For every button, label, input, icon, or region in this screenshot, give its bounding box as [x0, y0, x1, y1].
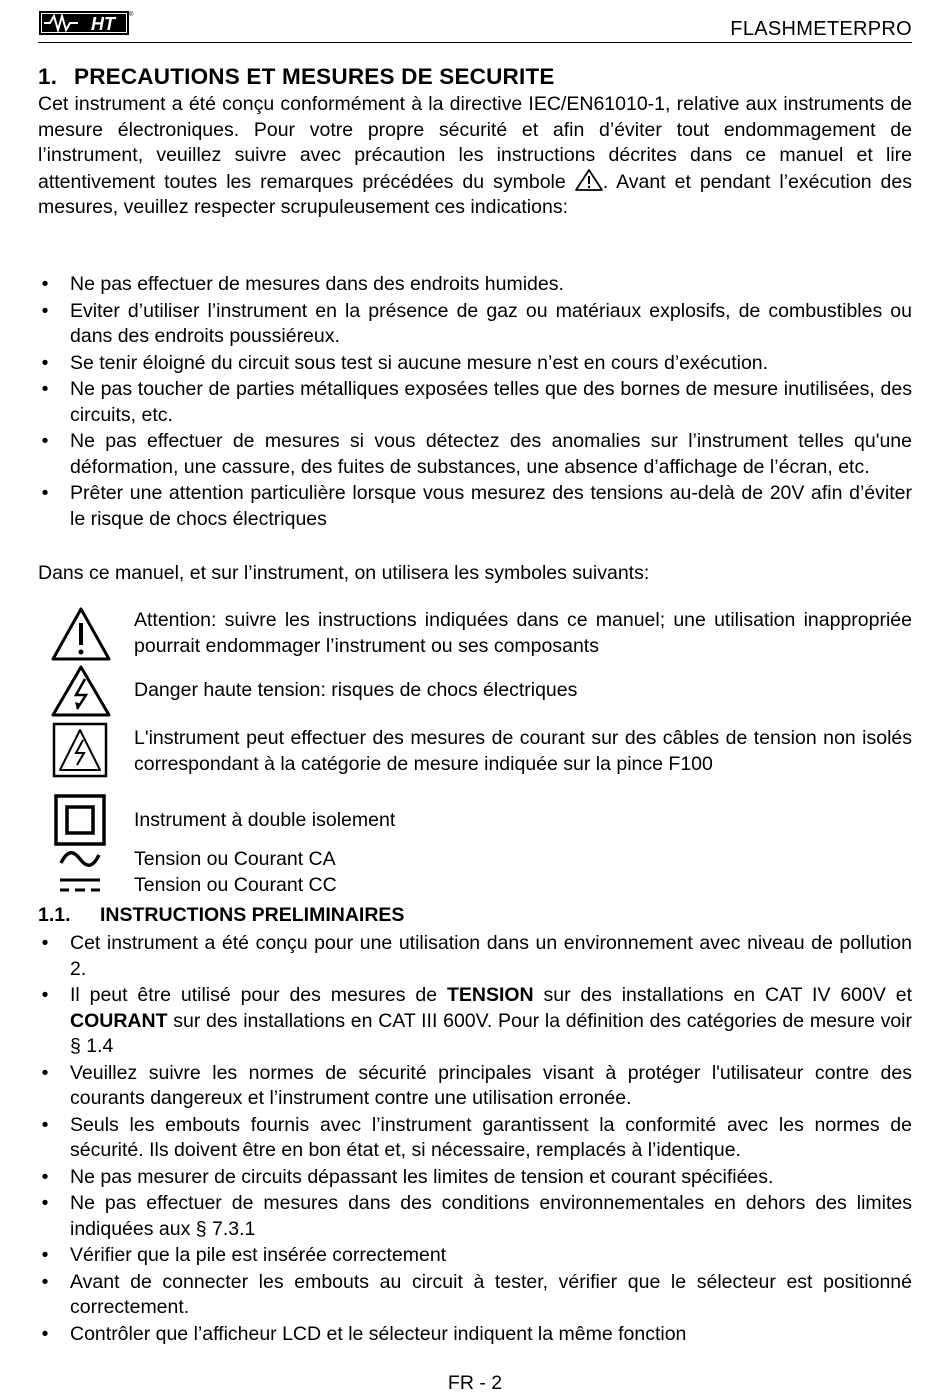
list-item	[38, 983, 912, 1060]
page-number: FR - 2	[447, 1372, 503, 1394]
list-item-text: Ne pas effectuer de mesures dans des endroits humides.	[70, 273, 564, 295]
warning-triangle-icon	[575, 169, 603, 191]
bullet-icon: •	[41, 1165, 49, 1188]
section-heading	[38, 64, 555, 90]
symbol-description: Danger haute tension: risques de chocs électriques	[134, 679, 578, 701]
list-item-text: Contrôler que l’afficheur LCD et le sélecteur indiquent la même fonction	[70, 1322, 687, 1345]
bold-term: TENSION	[446, 984, 534, 1006]
list-item	[38, 481, 912, 532]
symbol-row	[38, 664, 912, 718]
symbol-description: Attention: suivre les instructions indiquées dans ce manuel; une utilisation inappropriée pourrait endommager l’instrument ou ses composants	[134, 609, 912, 657]
bullet-icon: •	[41, 984, 49, 1006]
bullet-icon: •	[41, 351, 49, 374]
symbols-intro: Dans ce manuel, et sur l’instrument, on utilisera les symboles suivants:	[38, 562, 650, 584]
list-item-text: Prêter une attention particulière lorsque vous mesurez des tensions au-delà de 20V afin d’éviter le risque de chocs électriques	[70, 482, 912, 530]
dc-icon	[58, 874, 102, 902]
bullet-icon: •	[41, 378, 49, 400]
list-item	[38, 1165, 912, 1191]
symbol-row	[38, 606, 912, 662]
symbol-description: Tension ou Courant CA	[134, 848, 336, 870]
list-item	[38, 1061, 912, 1112]
section-number: 1.	[38, 64, 58, 89]
list-item	[38, 1243, 912, 1269]
list-item-text: Veuillez suivre les normes de sécurité principales visant à protéger l'utilisateur contre des courants dangereux et l’instrument contre une utilisation erronée.	[70, 1061, 912, 1109]
warning-triangle-icon	[50, 606, 112, 668]
subsection-heading	[38, 904, 404, 927]
subsection-title: INSTRUCTIONS PRELIMINAIRES	[100, 904, 405, 926]
symbol-row	[38, 872, 912, 898]
list-item	[38, 377, 912, 428]
symbol-row	[38, 846, 912, 872]
intro-text-a: Cet instrument a été conçu conformément à la directive IEC/EN61010-1, relative aux instruments de mesure électroniques. Pour votre propre sécurité et afin d’éviter tout endommagement de l’instrument, veuillez suivre avec précaution les instructions décrites dans ce manuel et lire attentivement toutes les remarques précédées du symbole	[38, 93, 912, 193]
svg-text:HT: HT	[91, 14, 115, 34]
symbol-description: Instrument à double isolement	[134, 809, 396, 831]
bold-term: COURANT	[70, 1009, 168, 1032]
list-item	[38, 1270, 912, 1321]
intro-paragraph	[38, 92, 912, 221]
bullet-icon: •	[41, 273, 49, 295]
bullet-icon: •	[41, 1270, 49, 1293]
list-item	[38, 1113, 912, 1164]
bullet-icon: •	[41, 1061, 49, 1084]
live-conductor-icon	[52, 722, 108, 784]
list-item-text: Cet instrument a été conçu pour une utilisation dans un environnement avec niveau de pollution 2.	[70, 932, 912, 980]
svg-text:®: ®	[129, 12, 134, 18]
instructions-bullets	[38, 931, 912, 1348]
bullet-icon: •	[41, 1113, 49, 1136]
list-item	[38, 1322, 912, 1348]
safety-bullets	[38, 272, 912, 533]
subsection-number: 1.1.	[38, 904, 71, 926]
list-item	[38, 299, 912, 350]
document-title: FLASHMETERPRO	[730, 18, 912, 40]
page-header	[38, 6, 912, 43]
list-item-text: Ne pas effectuer de mesures dans des conditions environnementales en dehors des limites indiquées aux § 7.3.1	[70, 1192, 912, 1240]
bullet-icon: •	[41, 482, 49, 504]
bullet-icon: •	[41, 1192, 49, 1214]
list-item-text: Eviter d’utiliser l’instrument en la présence de gaz ou matériaux explosifs, de combustibles ou dans des endroits poussiéreux.	[70, 299, 912, 347]
bullet-icon: •	[41, 932, 49, 954]
list-item-text: Se tenir éloigné du circuit sous test si aucune mesure n’est en cours d’exécution.	[70, 351, 769, 374]
symbol-row	[38, 794, 912, 846]
list-item	[38, 429, 912, 480]
list-item-text: Vérifier que la pile est insérée correctement	[70, 1244, 447, 1266]
list-item-text: Seuls les embouts fournis avec l’instrument garantissent la conformité avec les normes de sécurité. Ils doivent être en bon état et, si nécessaire, remplacés à l’identique.	[70, 1113, 912, 1161]
bullet-icon: •	[41, 1322, 49, 1345]
symbol-row	[38, 722, 912, 778]
section-title: PRECAUTIONS ET MESURES DE SECURITE	[74, 64, 555, 89]
bullet-icon: •	[41, 299, 49, 322]
list-item-text: Ne pas effectuer de mesures si vous détectez des anomalies sur l’instrument telles qu'une déformation, une cassure, des fuites de substances, une absence d’affichage de l’écran, etc.	[70, 430, 912, 478]
double-insulation-icon	[54, 794, 106, 852]
high-voltage-icon	[50, 664, 112, 724]
list-item	[38, 1191, 912, 1242]
list-item-text: Avant de connecter les embouts au circuit à tester, vérifier que le sélecteur est positionné correctement.	[70, 1270, 912, 1318]
list-item	[38, 931, 912, 982]
list-item-text: Il peut être utilisé pour des mesures de	[70, 984, 447, 1006]
symbol-description: Tension ou Courant CC	[134, 874, 337, 896]
bullet-icon: •	[41, 430, 49, 452]
list-item-text: sur des installations en CAT III 600V. Pour la définition des catégories de mesure voir § 1.4	[70, 1009, 912, 1057]
ht-logo	[40, 10, 132, 36]
bullet-icon: •	[41, 1244, 49, 1266]
list-item	[38, 272, 912, 298]
symbol-description: L'instrument peut effectuer des mesures de courant sur des câbles de tension non isolés correspondant à la catégorie de mesure indiquée sur la pince F100	[134, 727, 912, 775]
list-item-text: Ne pas toucher de parties métalliques exposées telles que des bornes de mesure inutilisées, des circuits, etc.	[70, 378, 912, 426]
list-item-text: Ne pas mesurer de circuits dépassant les limites de tension et courant spécifiées.	[70, 1165, 774, 1188]
list-item	[38, 351, 912, 377]
list-item-text: sur des installations en CAT IV 600V et	[533, 984, 912, 1006]
intro-text-b: . Avant et pendant l’exécution des mesures, veuillez respecter scrupuleusement ces indications:	[38, 170, 912, 218]
